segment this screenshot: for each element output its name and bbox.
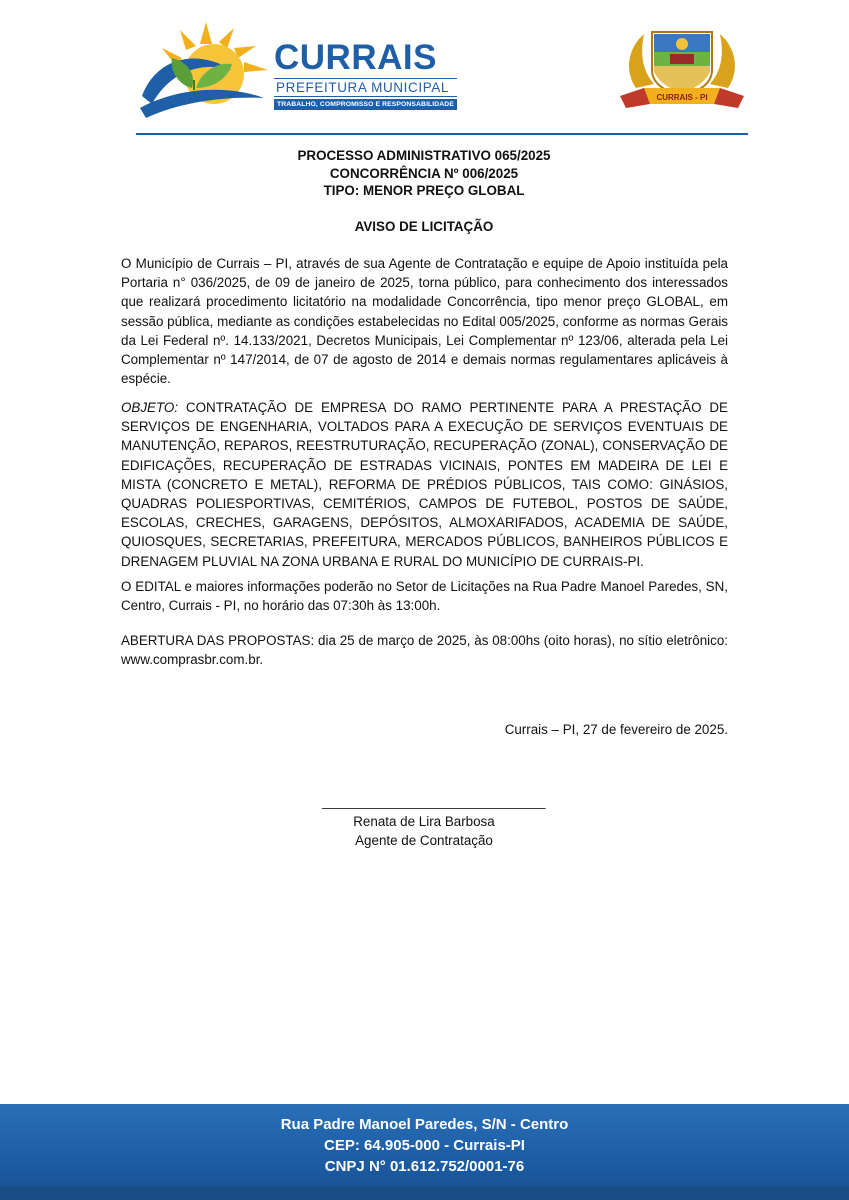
intro-paragraph: O Município de Currais – PI, através de sua Agente de Contratação e equipe de Apoio instituída pela Portaria n° 036/2025, de 09 de janeiro de 2025, torna público, para conhecimento dos interessados que realizará procedimento licitatório na modalidade Concorrência, tipo menor preço GLOBAL, em sessão pública, mediante as condições estabelecidas no Edital 005/2025, conforme as normas Gerais da Lei Federal nº. 14.133/2021, Decretos Municipais, Lei Complementar nº 123/06, alterada pela Lei Complementar nº 147/2014, de 07 de agosto de 2014 e demais normas regulamentares aplicáveis à espécie. — [121, 256, 728, 387]
signature-line: ______________________________ — [322, 794, 546, 809]
signatory-name: Renata de Lira Barbosa — [353, 814, 495, 829]
brand-tagline: TRABALHO, COMPROMISSO E RESPONSABILIDADE — [274, 99, 457, 110]
edital-info-paragraph: O EDITAL e maiores informações poderão no Setor de Licitações na Rua Padre Manoel Paredes, SN, Centro, Currais - PI, no horário das 07:30h às 13:00h. — [121, 579, 728, 614]
opening-paragraph: ABERTURA DAS PROPOSTAS: dia 25 de março de 2025, às 08:00hs (oito horas), no sítio eletrônico: www.comprasbr.com.br. — [121, 633, 728, 668]
objeto-text: CONTRATAÇÃO DE EMPRESA DO RAMO PERTINENTE PARA A PRESTAÇÃO DE SERVIÇOS DE ENGENHARIA, VOLTADOS PARA A EXECUÇÃO DE SERVIÇOS EVENTUAIS DE MANUTENÇÃO, REPAROS, REESTRUTURAÇÃO, RECUPERAÇÃO (ZONAL), CONSERVAÇÃO DE EDIFICAÇÕES, RECUPERAÇÃO DE ESTRADAS VICINAIS, PONTES EM MADEIRA DE LEI E MISTA (CONCRETO E METAL), REFORMA DE PRÉDIOS PÚBLICOS, TAIS COMO: GINÁSIOS, QUADRAS POLIESPORTIVAS, CEMITÉRIOS, CAMPOS DE FUTEBOL, POSTOS DE SAÚDE, ESCOLAS, CRECHES, GARAGENS, DEPÓSITOS, ALMOXARIFADOS, ACADEMIA DE SAÚDE, QUIOSQUES, SECRETARIAS, PREFEITURA, MERCADOS PÚBLICOS, BANHEIROS PÚBLICOS E DRENAGEM PLUVIAL NA ZONA URBANA E RURAL DO MUNICÍPIO DE CURRAIS-PI. — [121, 400, 728, 569]
municipal-logo — [136, 18, 454, 118]
brand-text — [274, 40, 457, 110]
objeto-label: OBJETO: — [121, 400, 179, 415]
signatory-role: Agente de Contratação — [355, 833, 493, 848]
footer-street: Rua Padre Manoel Paredes, S/N - Centro — [280, 1116, 569, 1133]
document-title — [120, 147, 728, 200]
letterhead — [0, 0, 849, 140]
brand-subtitle: PREFEITURA MUNICIPAL — [274, 78, 457, 97]
aviso-heading: AVISO DE LICITAÇÃO — [354, 219, 494, 234]
footer-bottom-strip — [0, 1186, 849, 1200]
tender-type: TIPO: MENOR PREÇO GLOBAL — [323, 183, 525, 198]
sun-leaf-logo-icon — [136, 18, 271, 118]
process-number: PROCESSO ADMINISTRATIVO 065/2025 — [297, 148, 551, 163]
header-divider — [136, 133, 748, 135]
footer-address — [0, 1114, 849, 1177]
municipal-coat-of-arms-icon — [614, 18, 750, 122]
footer-cnpj: CNPJ N° 01.612.752/0001-76 — [324, 1158, 525, 1175]
svg-text:CURRAIS - PI: CURRAIS - PI — [656, 93, 708, 102]
concorrencia-number: CONCORRÊNCIA Nº 006/2025 — [329, 165, 519, 181]
footer-cep: CEP: 64.905-000 - Currais-PI — [324, 1137, 525, 1154]
place-and-date: Currais – PI, 27 de fevereiro de 2025. — [504, 722, 728, 737]
objeto-paragraph — [121, 398, 728, 571]
brand-name: CURRAIS — [274, 38, 437, 77]
